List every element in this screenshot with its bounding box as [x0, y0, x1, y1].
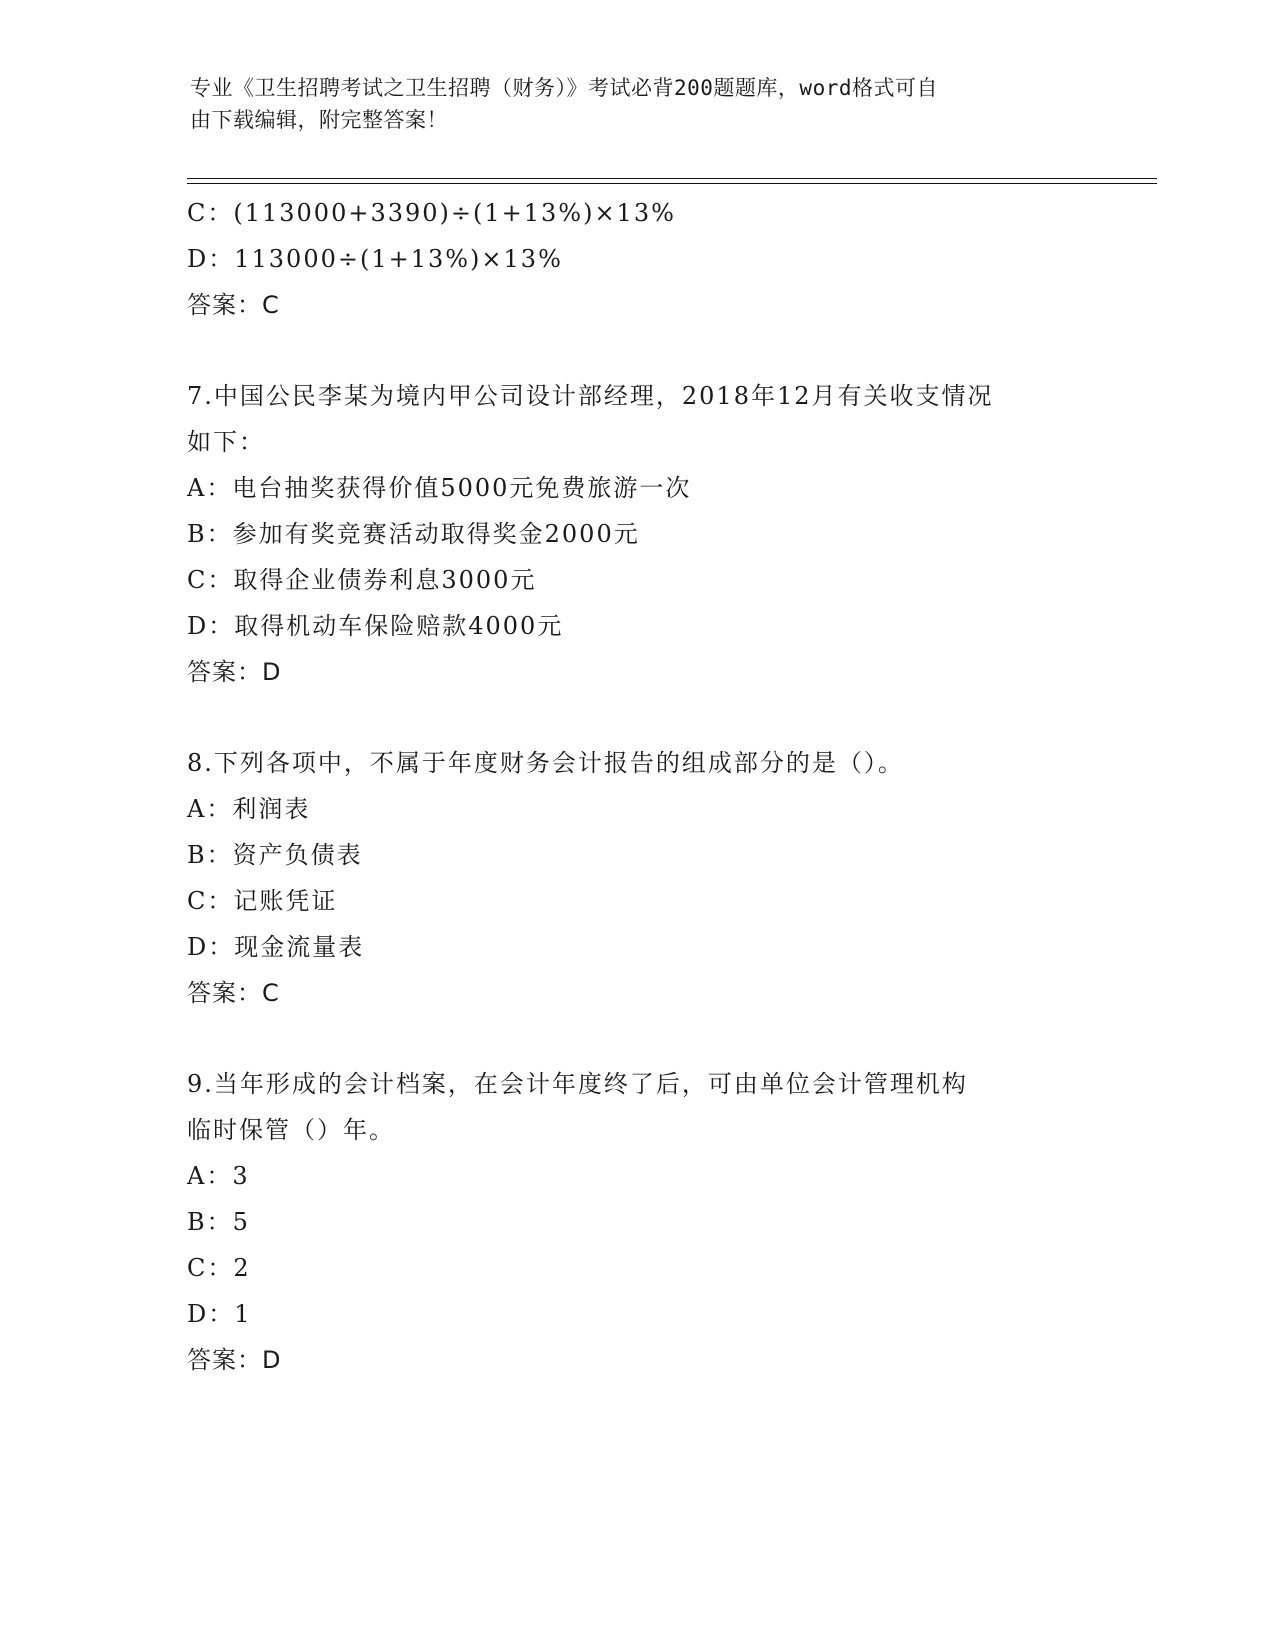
question-stem: 临时保管（）年。 [187, 1116, 395, 1144]
question-8 [187, 740, 1087, 1016]
answer-line: 答案：C [187, 291, 280, 319]
spacer [187, 695, 1087, 740]
header-line-2: 由下载编辑，附完整答案！ [190, 108, 448, 132]
question-stem: 9.当年形成的会计档案，在会计年度终了后，可由单位会计管理机构 [187, 1070, 968, 1098]
question-stem: 7.中国公民李某为境内甲公司设计部经理，2018年12月有关收支情况 [187, 382, 994, 410]
option-c: C：2 [187, 1254, 251, 1282]
spacer [187, 328, 1087, 373]
question-stem: 如下： [187, 428, 265, 456]
header-divider-top [187, 178, 1157, 179]
question-7 [187, 373, 1087, 695]
answer-line: 答案：D [187, 1346, 282, 1374]
option-a: A：3 [187, 1162, 250, 1190]
answer-line: 答案：D [187, 658, 282, 686]
option-b: B：参加有奖竞赛活动取得奖金2000元 [187, 520, 640, 548]
spacer [187, 1016, 1087, 1061]
answer-line: 答案：C [187, 979, 280, 1007]
page-header [190, 72, 1090, 136]
option-a: A：电台抽奖获得价值5000元免费旅游一次 [187, 474, 692, 502]
option-c: C：记账凭证 [187, 887, 338, 915]
question-stem: 8.下列各项中，不属于年度财务会计报告的组成部分的是（）。 [187, 749, 904, 777]
header-line-1: 专业《卫生招聘考试之卫生招聘（财务）》考试必背200题题库，word格式可自 [190, 76, 938, 100]
option-c: C：取得企业债券利息3000元 [187, 566, 537, 594]
option-d: D：现金流量表 [187, 933, 365, 961]
option-a: A：利润表 [187, 795, 311, 823]
option-b: B：5 [187, 1208, 250, 1236]
question-list [187, 190, 1087, 1383]
option-c: C：(113000+3390)÷(1+13%)×13% [187, 199, 676, 227]
option-d: D：1 [187, 1300, 252, 1328]
header-divider-bottom [187, 183, 1157, 184]
option-d: D：取得机动车保险赔款4000元 [187, 612, 564, 640]
option-d: D：113000÷(1+13%)×13% [187, 245, 563, 273]
previous-question-tail [187, 190, 1087, 328]
question-9 [187, 1061, 1087, 1383]
option-b: B：资产负债表 [187, 841, 363, 869]
